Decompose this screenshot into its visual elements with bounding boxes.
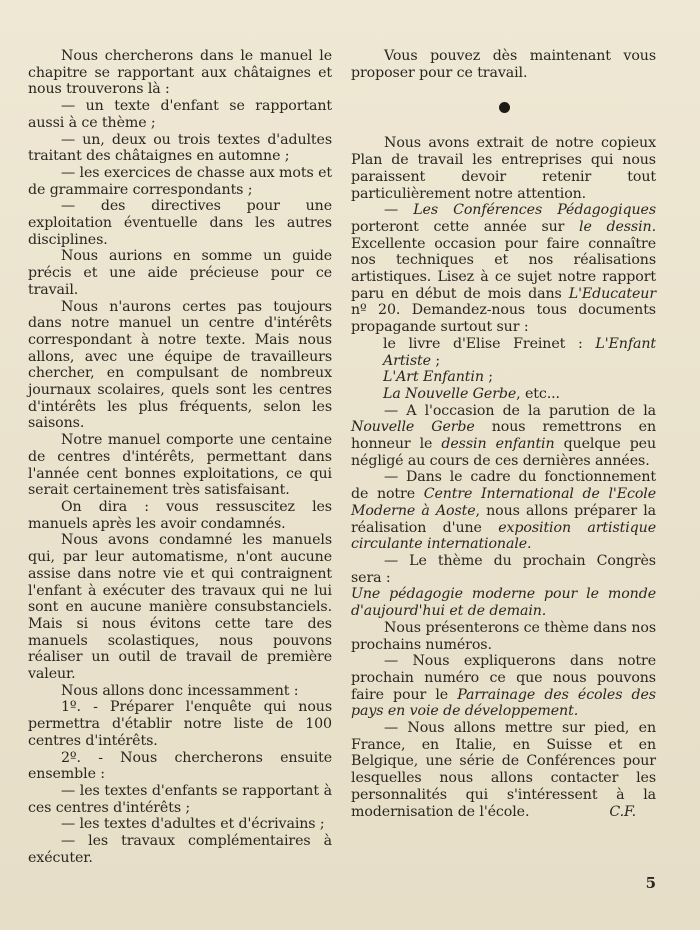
paragraph: — Dans le cadre du fonctionnement de notre Centre International de l'Ecole Moderne à Aoste, nous allons préparer la réalisation d'une exposition artistique circulante internationale. xyxy=(351,469,656,553)
list-item: — un, deux ou trois textes d'adultes traitant des châtaignes en automne ; xyxy=(28,131,332,165)
paragraph: Notre manuel comporte une centaine de centres d'intérêts, permettant dans l'année cent bonnes exploitations, ce qui serait certainement très satisfaisant. xyxy=(28,432,332,499)
list-item: L'Art Enfantin ; xyxy=(383,369,493,386)
paragraph: Nous allons donc incessamment : xyxy=(61,682,299,699)
paragraph: On dira : vous ressuscitez les manuels après les avoir condamnés. xyxy=(28,498,332,532)
list-item: — les textes d'adultes et d'écrivains ; xyxy=(61,816,325,833)
right-column xyxy=(351,48,656,820)
list-item: — un texte d'enfant se rapportant aussi à ce thème ; xyxy=(28,98,332,131)
list-item: La Nouvelle Gerbe, etc... xyxy=(383,385,560,402)
numbered-item: 1º. - Préparer l'enquête qui nous permettra d'établir notre liste de 100 centres d'intérêts. xyxy=(28,699,332,749)
list-item: — les travaux complémentaires à exécuter. xyxy=(28,833,332,866)
list-item: — des directives pour une exploitation éventuelle dans les autres disciplines. xyxy=(28,198,332,248)
paragraph: Nous avons condamné les manuels qui, par leur automatisme, n'ont aucune assise dans notre vie et qui contraignent l'enfant à exécuter des travaux qui ne lui sont en aucune manière consubstanciels. Mais si nous évitons cette tare des manuels scolastiques, nous pouvons réaliser un outil de travail de première valeur. xyxy=(28,532,332,683)
page-number: 5 xyxy=(645,874,656,892)
signature: C.F. xyxy=(609,803,636,820)
list-item: — les exercices de chasse aux mots et de grammaire correspondants ; xyxy=(28,164,332,198)
paragraph: Nous chercherons dans le manuel le chapitre se rapportant aux châtaignes et nous trouverons là : xyxy=(28,48,332,98)
paragraph: Nous n'aurons certes pas toujours dans notre manuel un centre d'intérêts correspondant à notre texte. Mais nous allons, avec une équipe de travailleurs chercher, en compulsant de nombreux journaux scolaires, quels sont les centres d'intérêts les plus fréquents, selon les saisons. xyxy=(28,298,332,432)
paragraph: — Nous expliquerons dans notre prochain numéro ce que nous pouvons faire pour le Parrainage des écoles des pays en voie de développement. xyxy=(351,653,656,720)
numbered-item: 2º. - Nous chercherons ensuite ensemble : xyxy=(28,749,332,783)
paragraph: — Le thème du prochain Congrès sera : xyxy=(351,552,656,586)
congress-theme: Une pédagogie moderne pour le monde d'aujourd'hui et de demain. xyxy=(351,586,656,620)
section-bullet-icon xyxy=(499,102,510,113)
list-item: — les textes d'enfants se rapportant à ces centres d'intérêts ; xyxy=(28,782,332,816)
list-item: le livre d'Elise Freinet : L'Enfant Artiste ; xyxy=(383,335,656,369)
paragraph: — Nous allons mettre sur pied, en France, en Italie, en Suisse et en Belgique, une série de Conférences pour lesquelles nous allons contacter les personnalités qui s'intéressent à la modernisation de l'école. C.F. xyxy=(351,720,656,820)
paragraph: Nous aurions en somme un guide précis et une aide précieuse pour ce travail. xyxy=(28,248,332,298)
paragraph: Nous avons extrait de notre copieux Plan de travail les entreprises qui nous paraissent devoir retenir tout particulièrement notre attention. xyxy=(351,135,656,202)
paragraph: — A l'occasion de la parution de la Nouvelle Gerbe nous remettrons en honneur le dessin enfantin quelque peu négligé au cours de ces dernières années. xyxy=(351,402,657,469)
paragraph: — Les Conférences Pédagogiques porteront cette année sur le dessin. Excellente occasion pour faire connaître nos techniques et nos réalisations artistiques. Lisez à ce sujet notre rapport paru en début de mois dans L'Educateur nº 20. Demandez-nous tous documents propagande surtout sur : xyxy=(351,202,657,336)
left-column xyxy=(28,48,332,866)
paragraph: Nous présenterons ce thème dans nos prochains numéros. xyxy=(351,619,656,653)
paragraph: Vous pouvez dès maintenant vous proposer pour ce travail. xyxy=(351,48,656,81)
